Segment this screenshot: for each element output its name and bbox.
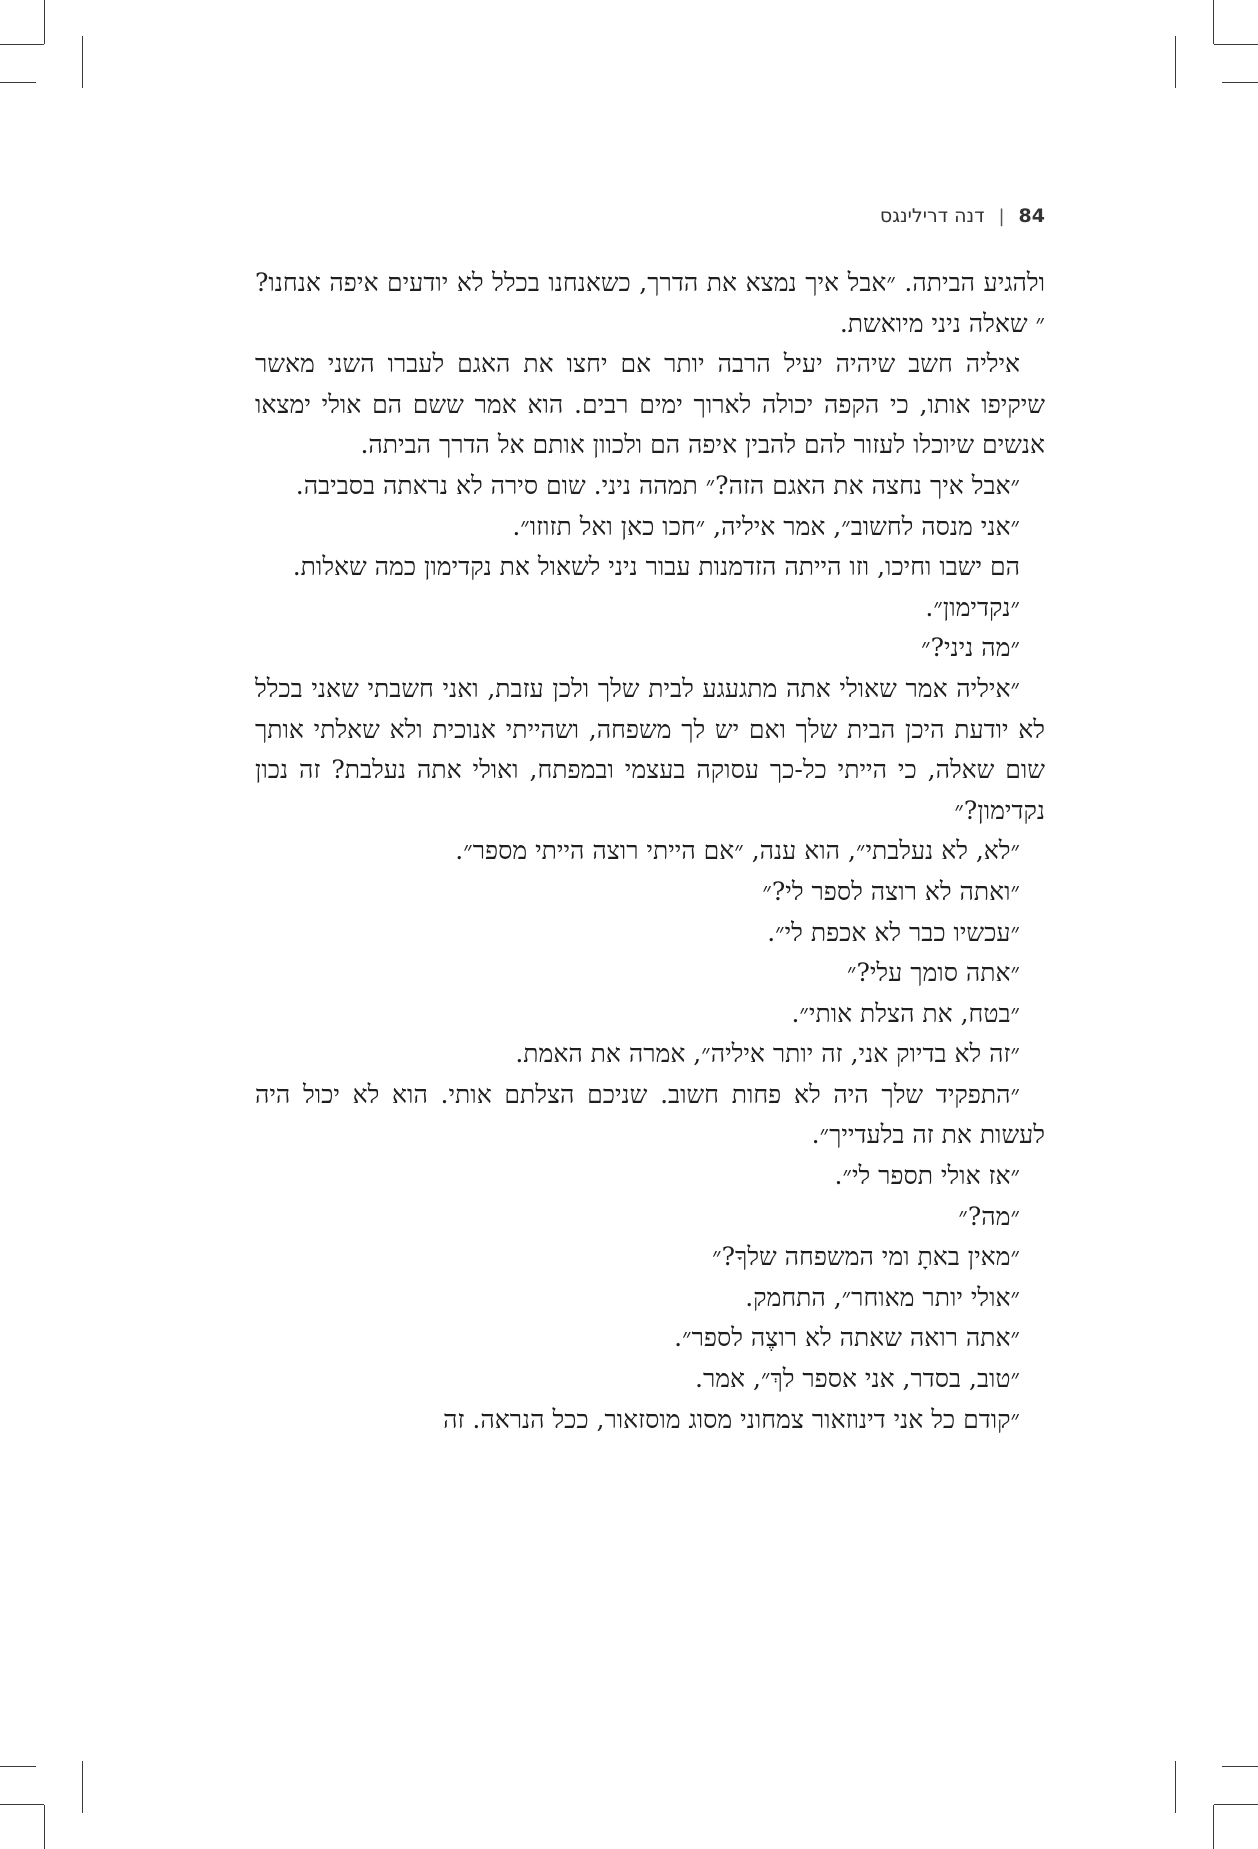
paragraph: ״זה לא בדיוק אני, זה יותר איליה״, אמרה את האמת. [515, 1039, 1020, 1069]
crop-mark [1175, 36, 1176, 88]
paragraph: ״קודם כל אני דינוזאור צמחוני מסוג מוסזאור, ככל הנראה. זה [443, 1404, 1020, 1434]
paragraph: ״אולי יותר מאוחר״, התחמק. [745, 1282, 1020, 1312]
crop-mark [1222, 82, 1258, 83]
paragraph: ״מאין באתָ ומי המשפחה שלךָ?״ [712, 1242, 1020, 1272]
running-title: דנה דרילינגס [879, 205, 985, 227]
paragraph: ״מה ניני?״ [921, 633, 1020, 663]
crop-mark [1213, 0, 1214, 44]
page-number: 84 [1018, 205, 1045, 227]
crop-mark [0, 82, 36, 83]
crop-mark [1214, 44, 1258, 45]
paragraph: ״מה?״ [958, 1201, 1020, 1231]
paragraph: ״התפקיד שלך היה לא פחות חשוב. שניכם הצלתם אותי. הוא לא יכול היה לעשות את זה בלעדייך״. [255, 1079, 1045, 1150]
crop-mark [0, 1804, 44, 1805]
crop-mark [1175, 1761, 1176, 1813]
crop-mark [44, 0, 45, 44]
paragraph: ״אבל איך נחצה את האגם הזה?״ תמהה ניני. שום סירה לא נראתה בסביבה. [295, 470, 1020, 500]
paragraph: ״איליה אמר שאולי אתה מתגעגע לבית שלך ולכן עזבת, ואני חשבתי שאני בכלל לא יודעת היכן הבית שלך ואם יש לך משפחה, ושהייתי אנוכית ולא שאלתי אותך שום שאלה, כי הייתי כל-כך עסוקה בעצמי ובמפתח, ואולי אתה נעלבת? זה נכון נקדימון?״ [255, 673, 1045, 825]
crop-mark [1222, 1766, 1258, 1767]
crop-mark [44, 1805, 45, 1849]
page-body [255, 263, 1045, 1440]
paragraph: ״אז אולי תספר לי״. [834, 1161, 1020, 1191]
crop-mark [0, 44, 44, 45]
paragraph: ״אתה סומך עלי?״ [846, 958, 1020, 988]
paragraph: איליה חשב שיהיה יעיל הרבה יותר אם יחצו את האגם לעברו השני מאשר שיקיפו אותו, כי הקפה יכולה לארוך ימים רבים. הוא אמר ששם הם אולי ימצאו אנשים שיוכלו לעזור להם להבין איפה הם ולכוון אותם אל הדרך הביתה. [255, 349, 1045, 460]
crop-mark [1213, 1805, 1214, 1849]
paragraph: ״אני מנסה לחשוב״, אמר איליה, ״חכו כאן ואל תזוזו״. [512, 511, 1020, 541]
crop-mark [0, 1766, 36, 1767]
paragraph: ״ואתה לא רוצה לספר לי?״ [762, 876, 1020, 906]
paragraph: ״בטח, את הצלת אותי״. [791, 998, 1020, 1028]
paragraph: ״לא, לא נעלבתי״, הוא ענה, ״אם הייתי רוצה הייתי מספר״. [455, 836, 1020, 866]
paragraph: ולהגיע הביתה. ״אבל איך נמצא את הדרך, כשאנחנו בכלל לא יודעים איפה אנחנו?״ שאלה ניני מיואשת. [255, 268, 1045, 338]
crop-mark [82, 36, 83, 88]
crop-mark [82, 1761, 83, 1813]
paragraph: ״אתה רואה שאתה לא רוצֶה לספר״. [674, 1323, 1020, 1353]
paragraph: ״טוב, בסדר, אני אספר לךְ״, אמר. [695, 1364, 1020, 1394]
running-header [255, 205, 1045, 227]
crop-mark [1214, 1804, 1258, 1805]
paragraph: הם ישבו וחיכו, וזו הייתה הזדמנות עבור ניני לשאול את נקדימון כמה שאלות. [292, 552, 1020, 582]
paragraph: ״נקדימון״. [925, 592, 1020, 622]
book-page [255, 205, 1045, 1440]
paragraph: ״עכשיו כבר לא אכפת לי״. [767, 917, 1020, 947]
header-separator: | [998, 205, 1005, 227]
